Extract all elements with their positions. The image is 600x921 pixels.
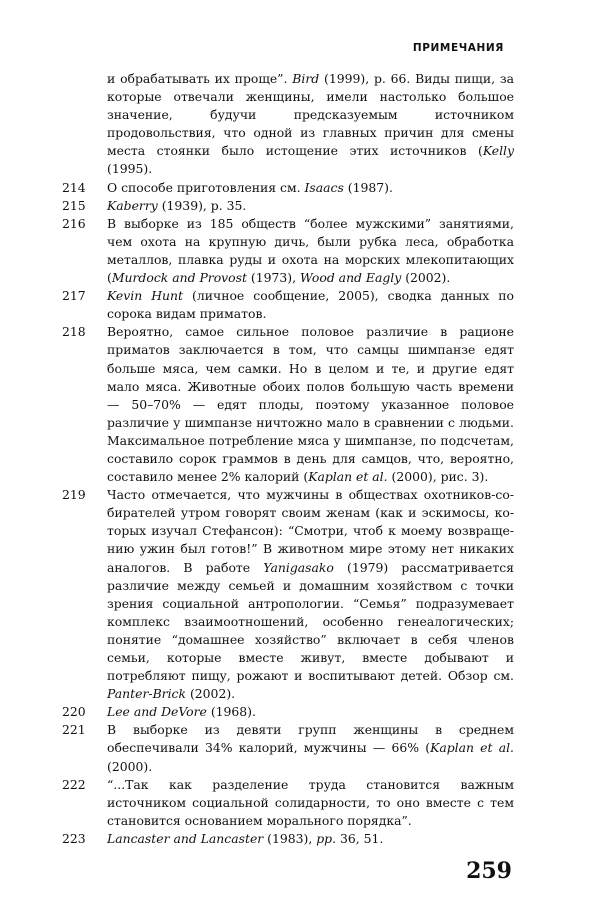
footnote-223 <box>62 830 514 848</box>
note-text: (1987). <box>343 179 393 195</box>
note-text: (1973), <box>246 270 300 286</box>
citation-author: Murdock and Provost <box>111 270 247 286</box>
citation-author: Kevin Hunt <box>107 288 183 304</box>
note-text: (1983), <box>263 830 317 846</box>
note-text: и обрабатывать их проще”. <box>107 71 293 86</box>
footnote-body <box>107 215 514 287</box>
citation-author: Bird <box>292 71 320 86</box>
page-number: 259 <box>466 858 512 884</box>
note-text: (2000), рис. 3). <box>387 469 489 485</box>
footnote-number: 223 <box>62 830 86 846</box>
footnote-220 <box>62 703 514 721</box>
footnote-219 <box>62 486 514 703</box>
footnote-body <box>107 721 514 775</box>
note-text: В выборке из 185 обществ “более мужскими” занятиями, чем охота на крупную дичь, были рубка леса, обработка металлов, плавка руды и охота на морских млекопитающих ( <box>107 215 514 286</box>
note-text: (2002). <box>401 270 451 286</box>
citation-author: Lee and DeVore <box>107 704 207 720</box>
footnote-number: 218 <box>62 324 86 340</box>
note-text: (1939), p. 35. <box>157 197 247 213</box>
citation-author: Kaberry <box>107 197 158 213</box>
footnote-216 <box>62 215 514 287</box>
footnote-body <box>107 486 514 703</box>
note-text: Вероятно, самое сильное половое различие в рационе приматов заключается в том, что самцы шимпанзе едят больше мяса, чем самки. Но в целом и те, и другие едят мало мяса. Животные обоих полов большую часть времени — 50–70% — едят плоды, поэтому указанное половое различие у шимпанзе ничтожно мало в сравнении с людьми. Максимальное потребление мяса у шимпанзе, по подсчетам, составило сорок граммов в день для самцов, что, вероятно, составило менее 2% калорий ( <box>107 324 514 485</box>
note-text: (1979) рассматривается различие между семьей и домашним хозяйством с точки зрения социальной антропологии. “Семья” подразумевает комплекс взаимоотношений, особенно генеалогических; понятие “домашнее хозяйство” включает в себя членов семьи, которые вместе живут, вместе добывают и потребляют пищу, рожают и воспитывают детей. Обзор см. <box>107 559 514 684</box>
footnote-body <box>107 287 514 323</box>
citation-author: Lancaster and Lancaster <box>107 830 264 846</box>
footnote-body <box>107 179 514 197</box>
footnote-number: 221 <box>62 722 86 738</box>
footnote-body <box>107 776 514 830</box>
footnote-218 <box>62 323 514 486</box>
footnote-body <box>107 703 514 721</box>
note-text: О способе приготовления см. <box>107 179 305 195</box>
note-text: В выборке из девяти групп женщины в среднем обеспечивали 34% калорий, мужчины — 66% ( <box>107 722 514 756</box>
citation-author: pp. <box>316 830 337 846</box>
note-continuation <box>62 70 514 179</box>
notes-list <box>62 70 514 848</box>
notes-container <box>62 179 514 848</box>
footnote-217 <box>62 287 514 323</box>
footnote-214 <box>62 179 514 197</box>
footnote-number: 222 <box>62 776 86 792</box>
citation-author: Wood and Eagly <box>300 270 402 286</box>
citation-author: Kelly <box>482 143 514 159</box>
citation-author: Isaacs <box>304 179 344 195</box>
citation-author: Panter-Brick <box>107 686 187 702</box>
footnote-body <box>107 197 514 215</box>
footnote-body <box>107 830 514 848</box>
footnote-number: 220 <box>62 704 86 720</box>
note-text: Часто отмечается, что мужчины в обществах охотников-собирателей утром говорят своим женам (как и эскимосы, которых изучал Стефансон): “Смотри, чтоб к моему возвращению ужин был готов!” В животном мире этому нет никаких аналогов. В работе <box>107 487 514 575</box>
note-text: (1999), p. 66. Виды пищи, за которые отвечали женщины, имели настолько большое значение, будучи предсказуемым источником продовольствия, что одной из главных причин для смены места стоянки было истощение этих источников ( <box>107 71 514 159</box>
footnote-number: 216 <box>62 215 86 231</box>
running-header: ПРИМЕЧАНИЯ <box>412 42 504 54</box>
footnote-number: 214 <box>62 179 86 195</box>
note-text: 36, 51. <box>336 830 384 846</box>
footnote-number: 219 <box>62 487 86 503</box>
citation-author: Yanigasako <box>263 559 334 575</box>
footnote-number: 215 <box>62 197 86 213</box>
footnote-body <box>107 323 514 486</box>
note-text: (2002). <box>186 686 236 702</box>
citation-author: Kaplan et al. <box>430 740 514 756</box>
citation-author: Kaplan et al. <box>308 469 388 485</box>
footnote-222 <box>62 776 514 830</box>
note-text: (1995). <box>107 161 153 177</box>
footnote-215 <box>62 197 514 215</box>
note-text: (личное сообщение, 2005), сводка данных по сорока видам приматов. <box>107 288 514 322</box>
footnote-number: 217 <box>62 288 86 304</box>
note-text: “...Так как разделение труда становится важным источником социальной солидарности, то оно вместе с тем становится основанием морального порядка”. <box>107 776 514 828</box>
note-text: (2000). <box>107 758 153 774</box>
note-text: (1968). <box>206 704 256 720</box>
footnote-221 <box>62 721 514 775</box>
